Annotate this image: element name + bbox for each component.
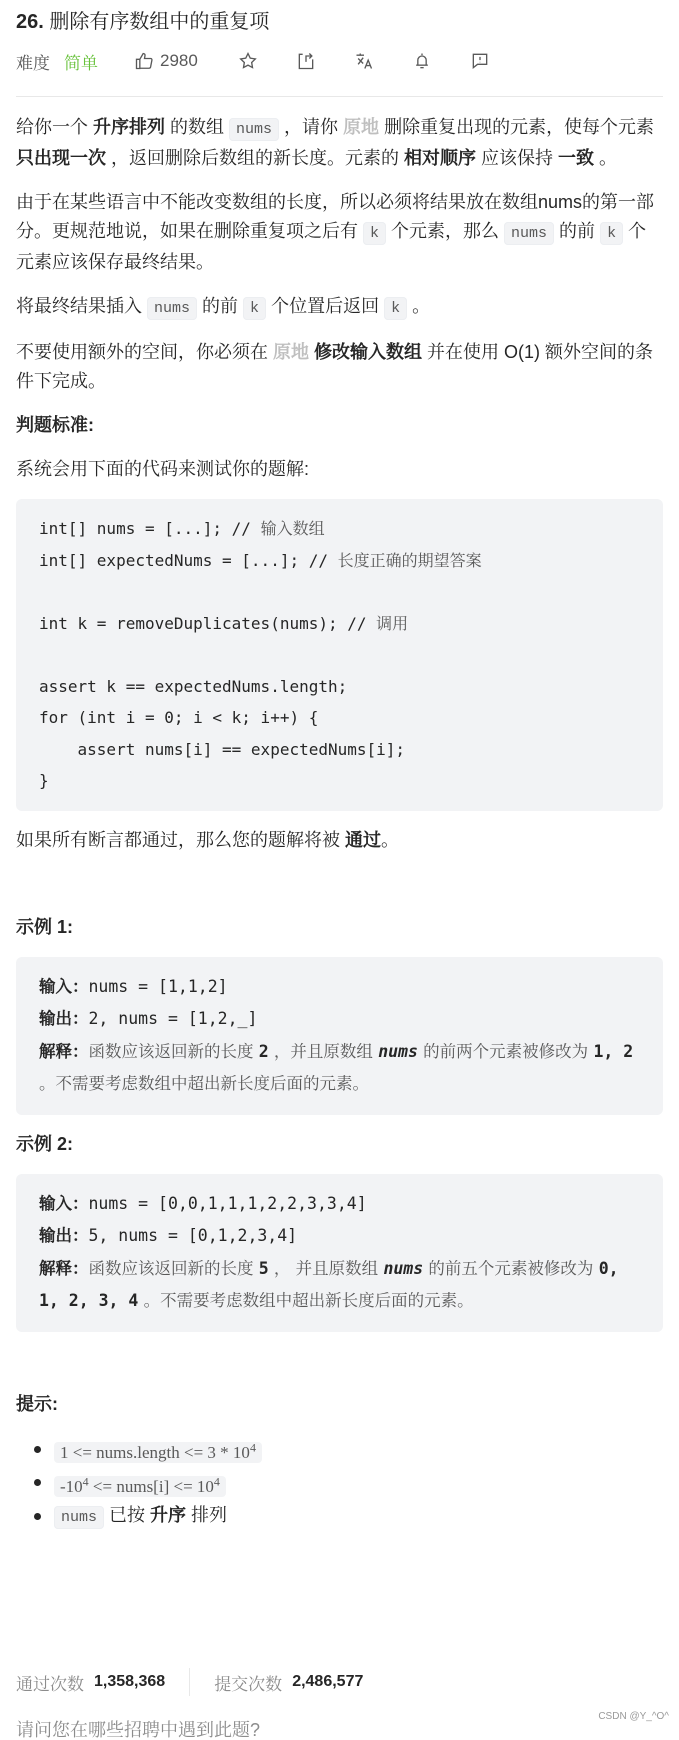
description-paragraph-2 bbox=[16, 188, 663, 277]
text: 给你一个 bbox=[16, 117, 94, 137]
example-input-line: 输入：nums = [0,0,1,1,1,2,2,3,3,4] bbox=[39, 1193, 367, 1213]
accepted-label: 通过次数 bbox=[16, 1674, 84, 1694]
example-1-block bbox=[16, 957, 663, 1115]
text: ，请你 bbox=[279, 117, 344, 137]
difficulty-badge: 简单 bbox=[64, 53, 98, 73]
share-icon bbox=[296, 51, 316, 71]
text: 并在使用 O(1) 额外空间的条件下完成。 bbox=[16, 342, 654, 391]
text: 的前 bbox=[554, 221, 601, 241]
text: 个元素，那么 bbox=[386, 221, 505, 241]
hint-item bbox=[54, 1434, 663, 1468]
emphasis: 相对顺序 bbox=[404, 148, 477, 168]
inline-code: nums bbox=[504, 222, 554, 245]
example-input-line: 输入：nums = [1,1,2] bbox=[39, 976, 228, 996]
emphasis: 一致 bbox=[558, 148, 595, 168]
hints-list bbox=[16, 1434, 663, 1532]
example-2-title: 示例 2: bbox=[16, 1133, 74, 1154]
code-line: int[] expectedNums = [...]; // 长度正确的期望答案 bbox=[39, 550, 482, 570]
submission-stats bbox=[16, 1668, 363, 1696]
in-place-link[interactable]: 原地 bbox=[273, 342, 309, 362]
text: 删除重复出现的元素，使每个元素 bbox=[379, 117, 655, 137]
problem-meta-bar bbox=[16, 46, 490, 76]
text: ，返回删除后数组的新长度。元素的 bbox=[106, 148, 405, 168]
watermark: CSDN @Y_^O^ bbox=[598, 1711, 669, 1722]
like-count: 2980 bbox=[160, 51, 198, 70]
header-divider bbox=[16, 96, 663, 97]
text: 应该保持 bbox=[476, 148, 559, 168]
judge-intro: 系统会用下面的代码来测试你的题解: bbox=[16, 459, 309, 479]
example-2-block bbox=[16, 1174, 663, 1332]
text: 个位置后返回 bbox=[266, 296, 385, 316]
text: 已按 bbox=[104, 1504, 151, 1525]
text: 不要使用额外的空间，你必须在 bbox=[16, 342, 273, 362]
inline-code: nums bbox=[147, 297, 197, 320]
problem-number: 26. bbox=[16, 11, 44, 33]
hint-item bbox=[54, 1501, 663, 1532]
inline-code: k bbox=[384, 297, 407, 320]
hint-item bbox=[54, 1467, 663, 1501]
like-button[interactable] bbox=[134, 51, 198, 71]
text: 排列 bbox=[186, 1504, 228, 1525]
thumbs-up-icon bbox=[134, 51, 154, 71]
emphasis: 只出现一次 bbox=[16, 148, 106, 168]
example-1-title: 示例 1: bbox=[16, 916, 74, 937]
inline-code: k bbox=[243, 297, 266, 320]
feedback-button[interactable] bbox=[470, 51, 490, 71]
in-place-link[interactable]: 原地 bbox=[343, 117, 380, 137]
text: 的前 bbox=[197, 296, 244, 316]
problem-name: 删除有序数组中的重复项 bbox=[49, 11, 270, 33]
stats-separator bbox=[189, 1668, 190, 1696]
emphasis: 升序 bbox=[150, 1504, 187, 1525]
share-button[interactable] bbox=[296, 51, 316, 71]
problem-description bbox=[16, 113, 663, 1532]
inline-code: nums bbox=[229, 118, 279, 141]
emphasis: 升序排列 bbox=[93, 117, 166, 137]
text: 将最终结果插入 bbox=[16, 296, 148, 316]
text: 由于在某些语言中不能改变数组的长度，所以必须将结果放在数组nums的第一部分。更规范地说，如果在删除重复项之后有 bbox=[16, 192, 655, 241]
submitted-count: 2,486,577 bbox=[292, 1673, 364, 1690]
judge-code-block bbox=[16, 499, 663, 811]
text: 个元素应该保存最终结果。 bbox=[16, 221, 647, 272]
favorite-button[interactable] bbox=[238, 51, 258, 71]
difficulty-label: 难度 bbox=[16, 53, 50, 73]
pass-paragraph bbox=[16, 826, 663, 855]
submitted-label: 提交次数 bbox=[214, 1674, 283, 1694]
inline-code: k bbox=[600, 222, 623, 245]
text: 的数组 bbox=[165, 117, 230, 137]
emphasis: 通过 bbox=[345, 829, 381, 850]
math-constraint: $-10^4$ <= nums[i] <= $10^4$ bbox=[54, 1476, 226, 1497]
inline-code: nums bbox=[54, 1506, 104, 1529]
emphasis: 修改输入数组 bbox=[314, 342, 423, 362]
example-explanation: 解释：函数应该返回新的长度 2 ，并且原数组 nums 的前两个元素被修改为 1, 2 。不需要考虑数组中超出新长度后面的元素。 bbox=[39, 1041, 634, 1093]
translate-button[interactable] bbox=[354, 51, 374, 71]
math-constraint: 1 <= nums.length <= $3 * 10^4$ bbox=[54, 1442, 262, 1463]
feedback-icon bbox=[470, 51, 490, 71]
text: 如果所有断言都通过，那么您的题解将被 bbox=[16, 829, 345, 850]
judge-title: 判题标准: bbox=[16, 415, 94, 435]
example-output-line: 输出：2, nums = [1,2,_] bbox=[39, 1009, 258, 1028]
problem-title bbox=[16, 8, 269, 36]
description-paragraph-3 bbox=[16, 292, 663, 323]
star-icon bbox=[238, 51, 258, 71]
code-line: assert k == expectedNums.length; bbox=[39, 676, 348, 696]
description-paragraph-1 bbox=[16, 113, 663, 173]
code-line: assert nums[i] == expectedNums[i]; bbox=[39, 739, 406, 759]
accepted-count: 1,358,368 bbox=[94, 1673, 166, 1690]
subscribe-button[interactable] bbox=[412, 51, 432, 71]
text: 。 bbox=[407, 296, 431, 316]
text: 。 bbox=[381, 829, 399, 850]
code-line: } bbox=[39, 771, 49, 790]
translate-icon bbox=[354, 51, 374, 71]
hints-title: 提示: bbox=[16, 1393, 58, 1414]
text: 。 bbox=[594, 148, 618, 168]
example-output-line: 输出：5, nums = [0,1,2,3,4] bbox=[39, 1226, 298, 1245]
inline-code: k bbox=[363, 222, 386, 245]
interview-question-prompt[interactable]: 请问您在哪些招聘中遇到此题? bbox=[16, 1720, 261, 1740]
description-paragraph-4 bbox=[16, 338, 663, 396]
code-line: int[] nums = [...]; // 输入数组 bbox=[39, 519, 325, 538]
code-line: for (int i = 0; i < k; i++) { bbox=[39, 708, 319, 727]
code-line: int k = removeDuplicates(nums); // 调用 bbox=[39, 613, 409, 633]
bell-icon bbox=[412, 51, 432, 71]
example-explanation: 解释：函数应该返回新的长度 5 ， 并且原数组 nums 的前五个元素被修改为 0, 1, 2, 3, 4 。不需要考虑数组中超出新长度后面的元素。 bbox=[39, 1258, 619, 1310]
